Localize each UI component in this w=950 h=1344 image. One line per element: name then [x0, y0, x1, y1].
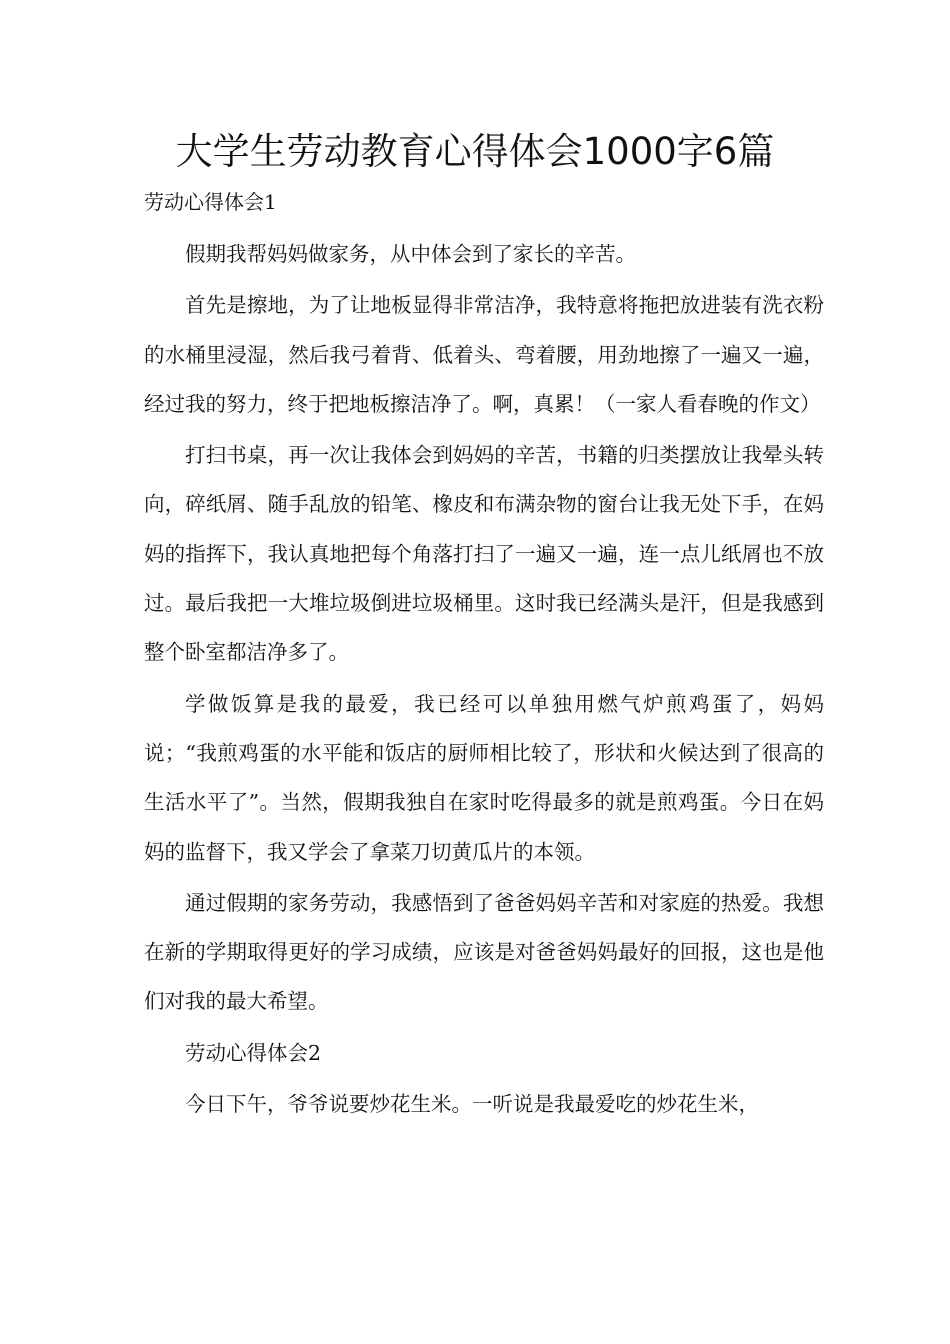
paragraph: 学做饭算是我的最爱，我已经可以单独用燃气炉煎鸡蛋了，妈妈说；“我煎鸡蛋的水平能和饭店的厨师相比较了，形状和火候达到了很高的生活水平了”。当然，假期我独自在家时吃得最多的就是煎鸡蛋。今日在妈妈的监督下，我又学会了拿菜刀切黄瓜片的本领。 [144, 691, 824, 864]
document-title: 大学生劳动教育心得体会1000字6篇 [175, 130, 775, 173]
section-heading-2: 劳动心得体会2 [185, 1040, 322, 1065]
paragraph: 假期我帮妈妈做家务，从中体会到了家长的辛苦。 [185, 242, 636, 266]
paragraph: 通过假期的家务劳动，我感悟到了爸爸妈妈辛苦和对家庭的热爱。我想在新的学期取得更好的学习成绩，应该是对爸爸妈妈最好的回报，这也是他们对我的最大希望。 [144, 890, 824, 1014]
paragraph: 首先是擦地，为了让地板显得非常洁净，我特意将拖把放进装有洗衣粉的水桶里浸湿，然后我弓着背、低着头、弯着腰，用劲地擦了一遍又一遍，经过我的努力，终于把地板擦洁净了。啊，真累！（一家人看春晚的作文） [144, 293, 824, 416]
paragraph: 今日下午，爷爷说要炒花生米。一听说是我最爱吃的炒花生米， [185, 1092, 759, 1117]
document-body [144, 230, 824, 1131]
section-heading-1: 劳动心得体会1 [144, 190, 277, 214]
paragraph: 打扫书桌，再一次让我体会到妈妈的辛苦，书籍的归类摆放让我晕头转向，碎纸屑、随手乱放的铅笔、橡皮和布满杂物的窗台让我无处下手，在妈妈的指挥下，我认真地把每个角落打扫了一遍又一遍，连一点儿纸屑也不放过。最后我把一大堆垃圾倒进垃圾桶里。这时我已经满头是汗，但是我感到整个卧室都洁净多了。 [144, 443, 824, 665]
